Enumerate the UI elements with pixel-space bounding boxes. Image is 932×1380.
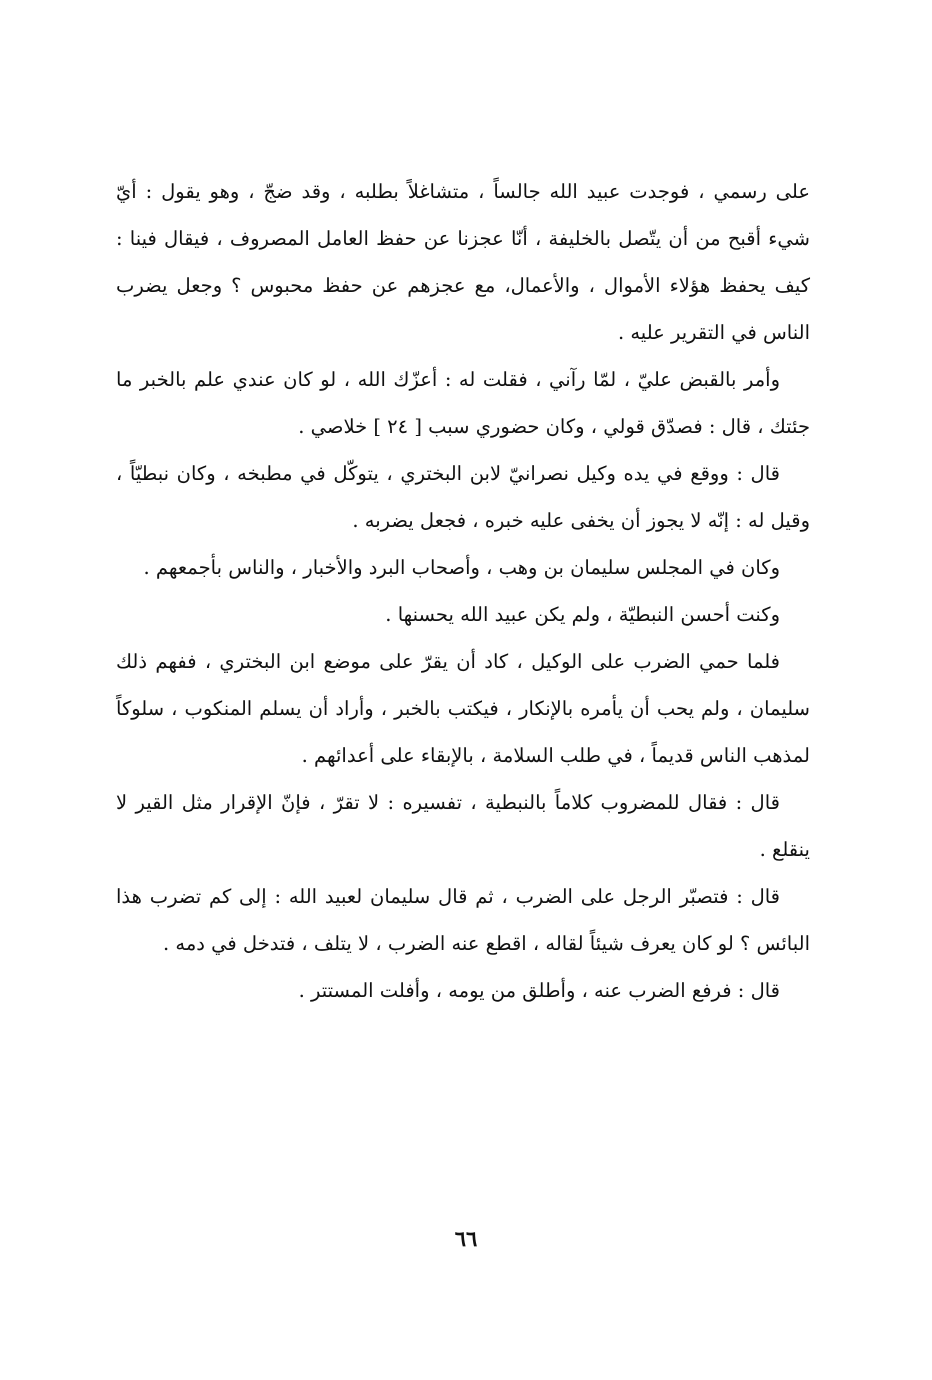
paragraph-1: على رسمي ، فوجدت عبيد الله جالساً ، متشاغلاً بطلبه ، وقد ضجّ ، وهو يقول : أيّ شيء أقبح من أن يتّصل بالخليفة ، أنّا عجزنا عن حفظ العامل المصروف ، فيقال فينا : كيف يحفظ هؤلاء الأموال ، والأعمال، مع عجزهم عن حفظ محبوس ؟ وجعل يضرب الناس في التقرير عليه . <box>116 180 810 344</box>
paragraph-9: قال : فرفع الضرب عنه ، وأطلق من يومه ، وأفلت المستتر . <box>298 979 780 1002</box>
paragraph-8: قال : فتصبّر الرجل على الضرب ، ثم قال سليمان لعبيد الله : إلى كم تضرب هذا البائس ؟ لو كان يعرف شيئاً لقاله ، اقطع عنه الضرب ، لا يتلف ، فتدخل في دمه . <box>116 885 810 955</box>
paragraph-5: وكنت أحسن النبطيّة ، ولم يكن عبيد الله يحسنها . <box>385 603 780 626</box>
paragraph-6: فلما حمي الضرب على الوكيل ، كاد أن يقرّ على موضع ابن البختري ، ففهم ذلك سليمان ، ولم يحب أن يأمره بالإنكار ، فيكتب بالخبر ، وأراد أن يسلم المنكوب ، سلوكاً لمذهب الناس قديماً ، في طلب السلامة ، بالإبقاء على أعدائهم . <box>116 650 810 767</box>
body-text <box>116 168 810 1014</box>
paragraph-7: قال : فقال للمضروب كلاماً بالنبطية ، تفسيره : لا تقرّ ، فإنّ الإقرار مثل القير لا ينقلع . <box>116 791 810 861</box>
paragraph-3: قال : ووقع في يده وكيل نصرانيّ لابن البختري ، يتوكّل في مطبخه ، وكان نبطيّاً ، وقيل له : إنّه لا يجوز أن يخفى عليه خبره ، فجعل يضربه . <box>116 462 810 532</box>
paragraph-2: وأمر بالقبض عليّ ، لمّا رآني ، فقلت له : أعزّك الله ، لو كان عندي علم بالخبر ما جئتك ، قال : فصدّق قولي ، وكان حضوري سبب [ ٢٤ ] خلاصي . <box>116 368 810 438</box>
page-number: ٦٦ <box>454 1226 478 1251</box>
paragraph-4: وكان في المجلس سليمان بن وهب ، وأصحاب البرد والأخبار ، والناس بأجمعهم . <box>143 556 780 579</box>
